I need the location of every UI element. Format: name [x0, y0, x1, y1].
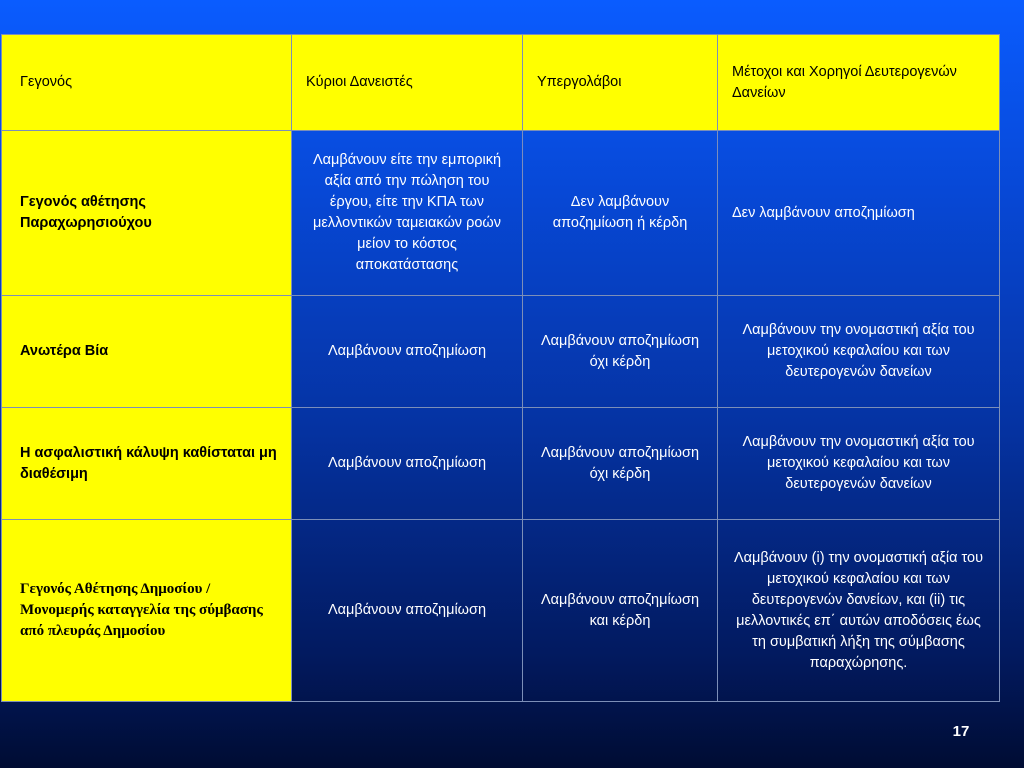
cell-shareholders: Λαμβάνουν την ονομαστική αξία του μετοχικού κεφαλαίου και των δευτερογενών δανείων [718, 296, 1000, 408]
cell-subcontractors: Λαμβάνουν αποζημίωση και κέρδη [523, 520, 718, 702]
table-row [2, 131, 1000, 296]
header-event: Γεγονός [2, 35, 292, 131]
comparison-table [1, 34, 1000, 702]
table-row [2, 520, 1000, 702]
cell-lenders: Λαμβάνουν είτε την εμπορική αξία από την πώληση του έργου, είτε την ΚΠΑ των μελλοντικών ταμειακών ροών μείον το κόστος αποκατάστασης [292, 131, 523, 296]
cell-subcontractors: Λαμβάνουν αποζημίωση όχι κέρδη [523, 296, 718, 408]
header-lenders: Κύριοι Δανειστές [292, 35, 523, 131]
table-row [2, 296, 1000, 408]
cell-subcontractors: Δεν λαμβάνουν αποζημίωση ή κέρδη [523, 131, 718, 296]
cell-shareholders: Δεν λαμβάνουν αποζημίωση [718, 131, 1000, 296]
cell-shareholders: Λαμβάνουν (i) την ονομαστική αξία του μετοχικού κεφαλαίου και των δευτερογενών δανείων, και (ii) τις μελλοντικές επ΄ αυτών αποδόσεις έως τη συμβατική λήξη της σύμβασης παραχώρησης. [718, 520, 1000, 702]
cell-subcontractors: Λαμβάνουν αποζημίωση όχι κέρδη [523, 408, 718, 520]
row-event-label: Η ασφαλιστική κάλυψη καθίσταται μη διαθέσιμη [2, 408, 292, 520]
row-event-label: Γεγονός αθέτησης Παραχωρησιούχου [2, 131, 292, 296]
table-row [2, 408, 1000, 520]
header-shareholders: Μέτοχοι και Χορηγοί Δευτερογενών Δανείων [718, 35, 1000, 131]
header-subcontractors: Υπεργολάβοι [523, 35, 718, 131]
page-number: 17 [952, 723, 970, 740]
cell-lenders: Λαμβάνουν αποζημίωση [292, 520, 523, 702]
cell-lenders: Λαμβάνουν αποζημίωση [292, 296, 523, 408]
table-header-row [2, 35, 1000, 131]
cell-shareholders: Λαμβάνουν την ονομαστική αξία του μετοχικού κεφαλαίου και των δευτερογενών δανείων [718, 408, 1000, 520]
row-event-label: Γεγονός Αθέτησης Δημοσίου / Μονομερής καταγγελία της σύμβασης από πλευράς Δημοσίου [2, 520, 292, 702]
cell-lenders: Λαμβάνουν αποζημίωση [292, 408, 523, 520]
row-event-label: Ανωτέρα Βία [2, 296, 292, 408]
